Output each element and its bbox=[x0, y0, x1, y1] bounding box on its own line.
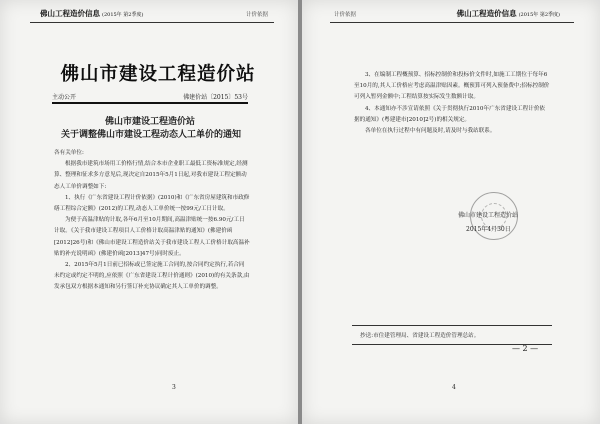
cc-recipients: 抄送:市住建管理局、省建设工程造价管理总站。 bbox=[360, 333, 480, 339]
right-paragraph: 3、在编制工程概预算、招标控制价和投标价文件时,如施工工期位于每年6至10月的,其人工价格应考虑高温津贴因素。概预算可列入预备费中;招标控制价可列入暂列金额中;工程结算按实际发生数额计取。 bbox=[354, 72, 550, 101]
right-header-rule bbox=[330, 22, 574, 23]
right-paragraph: 各单位在执行过程中有问题及时,请及时与我站联系。 bbox=[365, 128, 496, 135]
signature-date: 2015年4月30日 bbox=[466, 226, 511, 233]
document-number: 佛建价站〔2015〕53号 bbox=[183, 94, 248, 101]
right-page-number: — 2 — bbox=[512, 344, 539, 353]
right-header-issue: (2015年 第2季度) bbox=[518, 12, 560, 18]
left-header-title: 佛山工程造价信息 bbox=[40, 9, 100, 18]
right-body bbox=[354, 70, 550, 137]
salutation: 各有关单位: bbox=[54, 150, 84, 156]
left-header-tag: 计价依据 bbox=[245, 12, 268, 18]
cc-rule-top bbox=[352, 325, 552, 326]
right-page-folio: 4 bbox=[452, 384, 456, 391]
left-paragraph: 1、执行《广东省建设工程计价依据》(2010)和《广东省房屋建筑和市政修缮工程综合定额》(2012)的工程,动态人工单价统一按99元/工日计取。 bbox=[54, 194, 250, 213]
signature-organization: 佛山市建设工程造价站 bbox=[458, 212, 519, 219]
left-paragraph: 根据我市建筑市场用工价格行情,结合本市企业职工最低工资标准规定,经测算、整理和征求多方意见后,现决定自2015年5月1日起,对我市建设工程定额动态人工单价调整如下: bbox=[54, 161, 248, 190]
notice-title: 关于调整佛山市建设工程动态人工单价的通知 bbox=[60, 130, 241, 140]
left-page-number: 3 bbox=[172, 384, 176, 391]
disclosure-label: 主动公开 bbox=[52, 94, 77, 101]
right-page bbox=[302, 0, 600, 424]
right-header bbox=[457, 8, 560, 19]
left-header-issue: (2015年 第2季度) bbox=[102, 12, 144, 18]
right-header-tag: 计价依据 bbox=[334, 12, 357, 18]
masthead-title: 佛山市建设工程造价站 bbox=[60, 64, 256, 85]
left-body bbox=[54, 148, 250, 294]
left-paragraph: 2、2015年5月1日前已招标或已签定施工合同的,按合同约定执行,若合同未约定或约定不明的,应依照《广东省建设工程计价通则》(2010)的有关条款,由发承包双方根据本通知和另行签订补充协议确定其人工单价的调整。 bbox=[54, 262, 250, 291]
notice-issuer: 佛山市建设工程造价站 bbox=[104, 117, 195, 127]
left-header-rule bbox=[30, 22, 274, 23]
right-paragraph: 4、本通知亦不涉宣请依照《关于贯彻执行2010年广东省建设工程计价依据的通知》(粤建建市[2010]2号)的相关规定。 bbox=[354, 105, 546, 123]
left-paragraph: 为便于高温津贴的计取,各年6月至10月期间,高温津贴统一按6.90元/工日计取。《关于我市建设工程项目人工价格计取高温津贴的通知》(佛建价函[2012]26号)和《佛山市建设工程造价站关于我市建设工程人工价格计取高温补贴的补充说明函》(佛建价函[2013]47号)同时废止。 bbox=[54, 217, 250, 257]
right-header-title: 佛山工程造价信息 bbox=[456, 9, 517, 18]
left-header bbox=[40, 8, 143, 19]
masthead-rule bbox=[52, 102, 248, 104]
